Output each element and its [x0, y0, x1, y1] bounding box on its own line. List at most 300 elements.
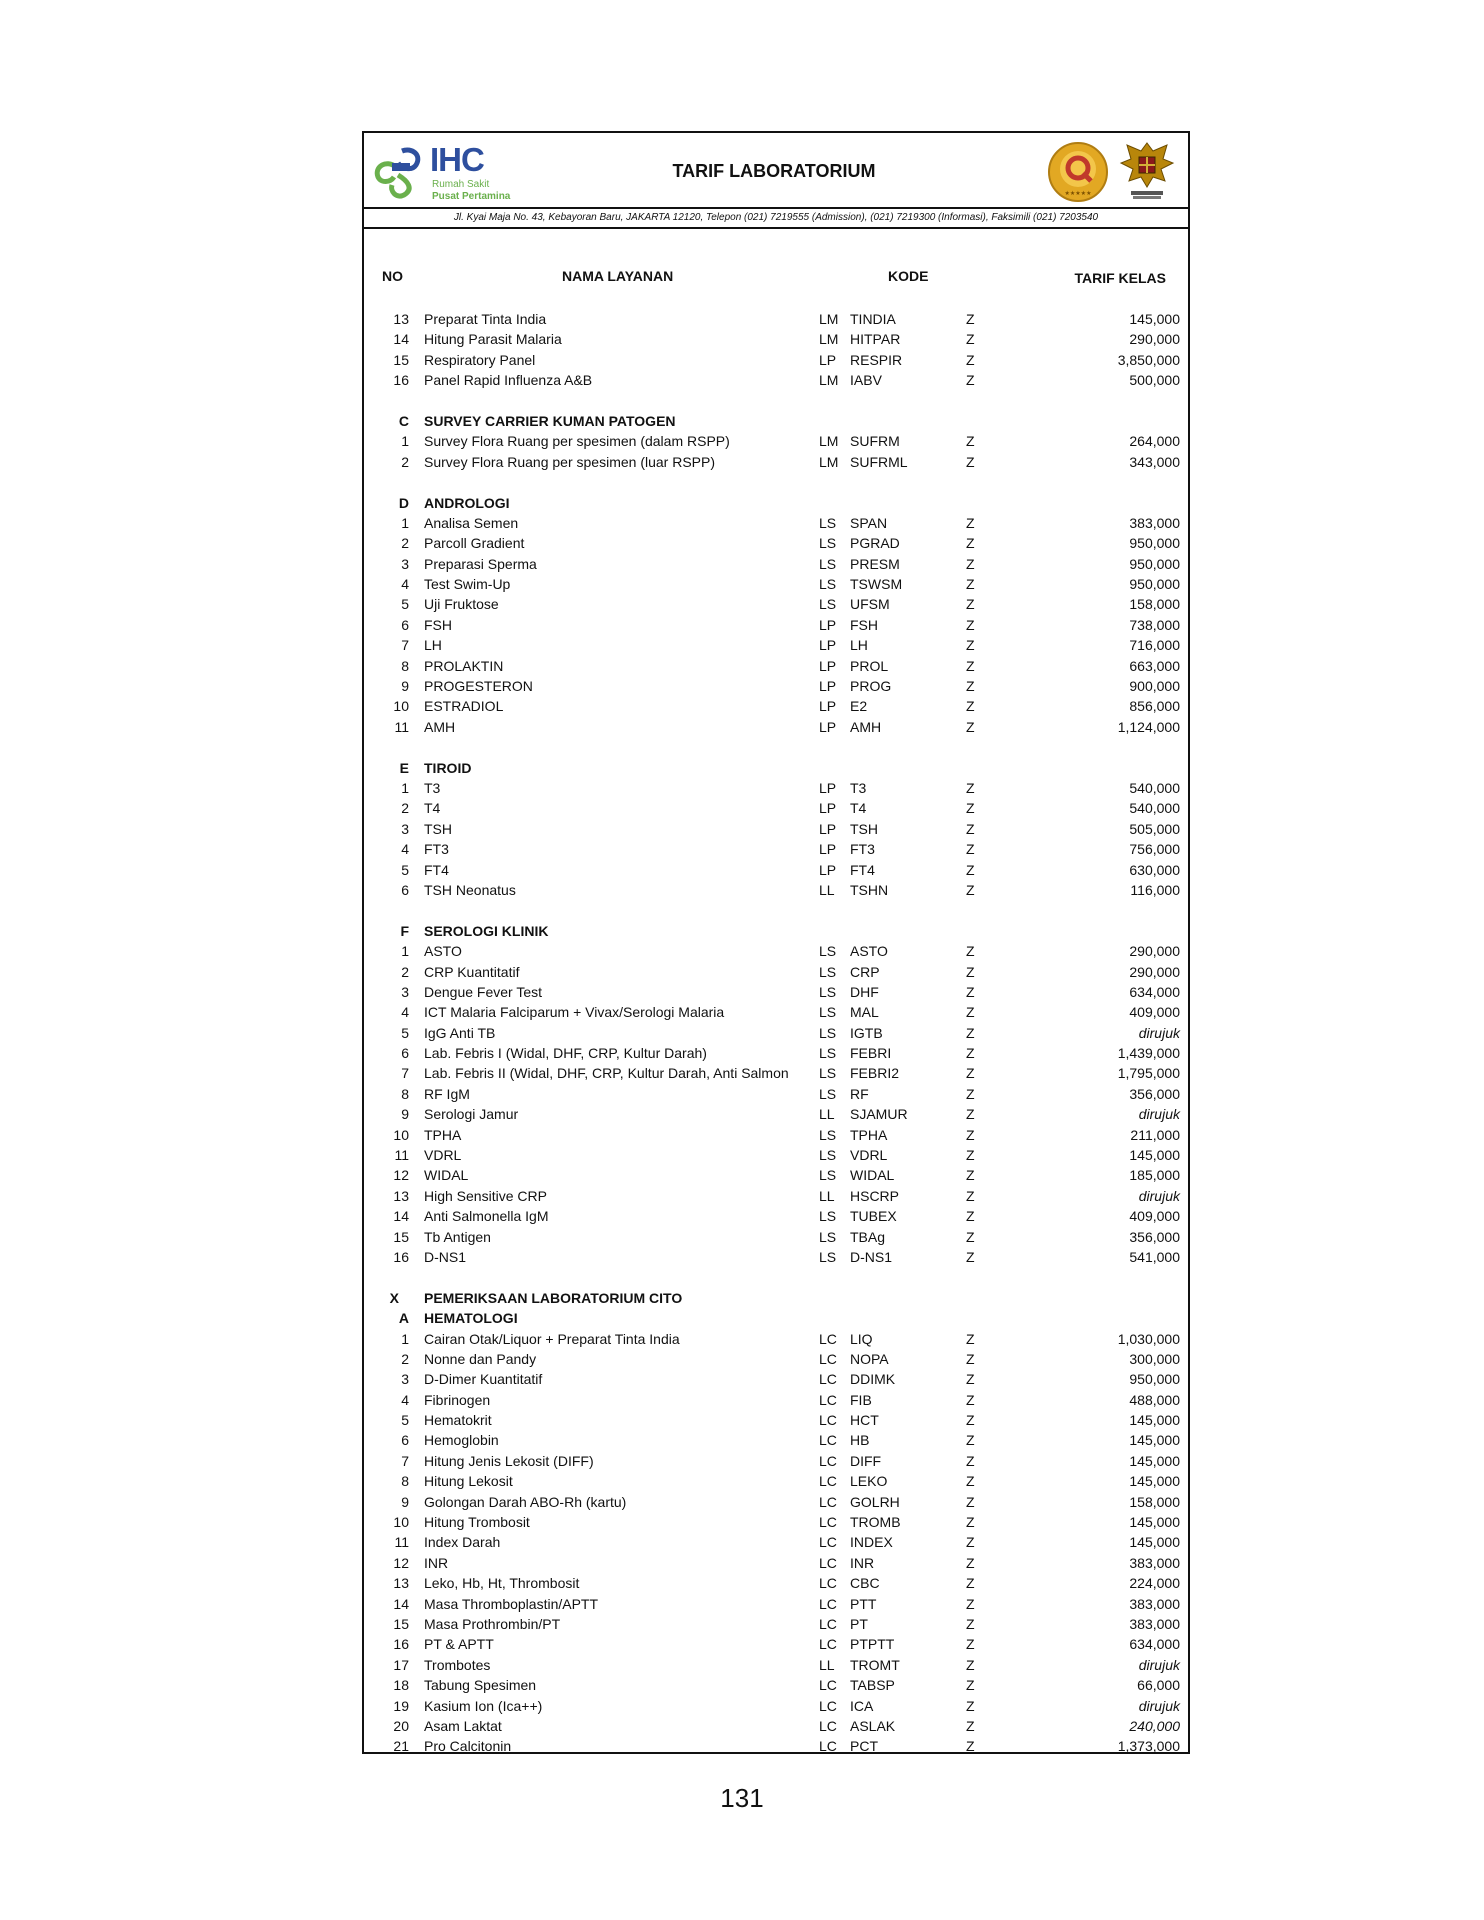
class-code: Z [966, 1371, 975, 1388]
tariff-value: 1,373,000 [1117, 1738, 1180, 1755]
tariff-value: 630,000 [1129, 861, 1180, 878]
table-row [364, 962, 1188, 982]
code-value: FSH [850, 616, 878, 633]
code-prefix: LS [819, 1228, 837, 1245]
spacer-row [364, 472, 1188, 492]
table-row [364, 819, 1188, 839]
tariff-value: 185,000 [1129, 1167, 1180, 1184]
spacer-row [364, 391, 1188, 411]
class-code: Z [966, 1065, 975, 1082]
table-row [364, 1634, 1188, 1654]
code-value: SUFRM [850, 433, 900, 450]
code-prefix: LS [819, 1065, 837, 1082]
class-code: Z [966, 1656, 975, 1673]
code-value: INDEX [850, 1534, 893, 1551]
row-number: 5 [401, 861, 409, 878]
class-code: Z [966, 881, 975, 898]
table-row [364, 717, 1188, 737]
code-prefix: LC [819, 1412, 837, 1429]
class-code: Z [966, 1697, 975, 1714]
class-code: Z [966, 331, 975, 348]
tariff-value: 738,000 [1129, 616, 1180, 633]
service-name: SEROLOGI KLINIK [424, 922, 549, 939]
service-name: Masa Prothrombin/PT [424, 1616, 561, 1632]
code-value: HSCRP [850, 1187, 900, 1204]
tariff-value: 3,850,000 [1117, 351, 1180, 368]
class-code: Z [966, 1575, 975, 1592]
section-heading-row [364, 1288, 1188, 1308]
service-name: CRP Kuantitatif [424, 963, 520, 980]
row-number: 15 [393, 351, 409, 368]
garuda-emblem-icon [1119, 137, 1175, 206]
table-row [364, 656, 1188, 676]
class-code: Z [966, 372, 975, 389]
code-value: DHF [850, 983, 879, 1000]
tariff-value: 224,000 [1129, 1575, 1180, 1592]
code-prefix: LS [819, 963, 837, 980]
code-value: DDIMK [850, 1371, 896, 1388]
code-prefix: LS [819, 535, 837, 552]
code-prefix: LP [819, 779, 837, 796]
row-number: 4 [401, 1391, 409, 1408]
section-heading-row [364, 921, 1188, 941]
tariff-value: 1,124,000 [1117, 718, 1180, 735]
code-prefix: LC [819, 1697, 837, 1714]
code-value: HITPAR [850, 331, 901, 348]
class-code: Z [966, 963, 975, 980]
row-number: 3 [401, 820, 409, 837]
class-code: Z [966, 1045, 975, 1062]
class-code: Z [966, 1473, 975, 1490]
table-row [364, 1063, 1188, 1083]
row-number: 2 [401, 963, 409, 980]
table-row [364, 1451, 1188, 1471]
code-prefix: LC [819, 1616, 837, 1632]
row-number: 10 [393, 698, 409, 715]
service-name: Hitung Lekosit [424, 1473, 513, 1490]
code-prefix: LS [819, 1126, 837, 1143]
code-prefix: LC [819, 1677, 837, 1694]
code-value: PROL [850, 657, 889, 674]
service-name: Leko, Hb, Ht, Thrombosit [424, 1575, 580, 1592]
row-number: 5 [401, 596, 409, 613]
code-prefix: LC [819, 1432, 837, 1449]
row-number: 3 [401, 1371, 409, 1388]
service-name: Preparasi Sperma [424, 555, 537, 572]
ihc-logo-icon [372, 145, 426, 201]
tariff-value: 756,000 [1129, 841, 1180, 858]
code-value: TPHA [850, 1126, 888, 1143]
row-number: 10 [393, 1126, 409, 1143]
service-name: High Sensitive CRP [424, 1187, 547, 1204]
service-name: TSH Neonatus [424, 881, 516, 898]
code-value: AMH [850, 718, 882, 735]
class-code: Z [966, 1024, 975, 1041]
tariff-value: 950,000 [1129, 1371, 1180, 1388]
row-number: 16 [393, 1636, 409, 1653]
table-row [364, 1512, 1188, 1532]
row-number: 4 [401, 576, 409, 593]
logo-subtitle-1: Rumah Sakit [432, 179, 490, 190]
table-row [364, 370, 1188, 390]
ihc-logo [372, 141, 532, 203]
service-name: TPHA [424, 1126, 462, 1143]
code-prefix: LP [819, 678, 837, 695]
row-number: 1 [401, 514, 409, 531]
code-prefix: LC [819, 1717, 837, 1734]
class-code: Z [966, 1677, 975, 1694]
tariff-value: dirujuk [1138, 1024, 1180, 1041]
row-number: 13 [393, 1187, 409, 1204]
code-prefix: LM [819, 433, 839, 450]
code-prefix: LS [819, 1024, 837, 1041]
service-name: ICT Malaria Falciparum + Vivax/Serologi Malaria [424, 1004, 725, 1021]
code-prefix: LC [819, 1493, 837, 1510]
code-value: NOPA [850, 1350, 889, 1367]
code-prefix: LC [819, 1738, 837, 1755]
service-name: T3 [424, 779, 441, 796]
code-value: FT3 [850, 841, 875, 858]
class-code: Z [966, 1616, 975, 1632]
row-number: 6 [401, 881, 409, 898]
service-name: Preparat Tinta India [424, 311, 547, 327]
row-number: 15 [393, 1616, 409, 1632]
row-number: 7 [401, 1065, 409, 1082]
tariff-value: 383,000 [1129, 514, 1180, 531]
code-prefix: LS [819, 1045, 837, 1062]
code-value: PCT [850, 1738, 878, 1755]
code-value: E2 [850, 698, 868, 715]
address-line: Jl. Kyai Maja No. 43, Kebayoran Baru, JAKARTA 12120, Telepon (021) 7219555 (Admission), (021) 7219300 (Informasi), Faksimili (021) 7203540 [364, 209, 1188, 229]
code-value: SUFRML [850, 453, 908, 470]
table-row [364, 1369, 1188, 1389]
code-prefix: LC [819, 1452, 837, 1469]
tariff-table [364, 309, 1188, 1757]
service-name: TIROID [424, 759, 472, 776]
tariff-value: 634,000 [1129, 983, 1180, 1000]
logo-subtitle-2: Pusat Pertamina [432, 191, 511, 202]
table-row [364, 1186, 1188, 1206]
code-value: ICA [850, 1697, 874, 1714]
service-name: D-Dimer Kuantitatif [424, 1371, 543, 1388]
service-name: T4 [424, 800, 441, 817]
code-value: D-NS1 [850, 1248, 893, 1265]
table-row [364, 1023, 1188, 1043]
quality-badge-icon [1047, 141, 1109, 208]
service-name: Asam Laktat [424, 1717, 502, 1734]
tariff-value: 383,000 [1129, 1554, 1180, 1571]
code-prefix: LL [819, 1656, 835, 1673]
service-name: INR [424, 1554, 449, 1571]
service-name: Lab. Febris II (Widal, DHF, CRP, Kultur Darah, Anti Salmon [424, 1065, 789, 1082]
code-value: DIFF [850, 1452, 882, 1469]
code-value: TUBEX [850, 1208, 897, 1225]
tariff-value: 541,000 [1129, 1248, 1180, 1265]
service-name: HEMATOLOGI [424, 1310, 518, 1327]
code-prefix: LC [819, 1514, 837, 1531]
tariff-value: 950,000 [1129, 555, 1180, 572]
table-row [364, 941, 1188, 961]
code-value: TROMT [850, 1656, 900, 1673]
table-row [364, 982, 1188, 1002]
row-number: 9 [401, 1493, 409, 1510]
code-prefix: LC [819, 1554, 837, 1571]
service-name: FT4 [424, 861, 449, 878]
tariff-value: 383,000 [1129, 1595, 1180, 1612]
tariff-value: dirujuk [1138, 1187, 1180, 1204]
service-name: Hemoglobin [424, 1432, 499, 1449]
code-value: PTT [850, 1595, 877, 1612]
code-value: PT [850, 1616, 868, 1632]
service-name: Tb Antigen [424, 1228, 491, 1245]
class-code: Z [966, 311, 975, 327]
service-name: Hitung Trombosit [424, 1514, 530, 1531]
row-number: 12 [393, 1554, 409, 1571]
code-prefix: LC [819, 1575, 837, 1592]
row-number: 17 [393, 1656, 409, 1673]
table-row [364, 1349, 1188, 1369]
table-row [364, 798, 1188, 818]
code-prefix: LS [819, 1147, 837, 1164]
code-value: TSHN [850, 881, 889, 898]
col-head-code: KODE [888, 268, 929, 284]
code-value: FT4 [850, 861, 875, 878]
code-value: FEBRI2 [850, 1065, 900, 1082]
code-prefix: LL [819, 1106, 835, 1123]
tariff-value: 158,000 [1129, 596, 1180, 613]
row-number: A [398, 1310, 409, 1327]
row-number: 2 [401, 453, 409, 470]
row-number: 6 [401, 616, 409, 633]
section-heading-row [364, 758, 1188, 778]
table-row [364, 1553, 1188, 1573]
class-code: Z [966, 779, 975, 796]
tariff-value: 343,000 [1129, 453, 1180, 470]
code-prefix: LS [819, 576, 837, 593]
spacer-row [364, 900, 1188, 920]
row-number: 1 [401, 943, 409, 960]
row-number: 5 [401, 1412, 409, 1429]
code-prefix: LP [819, 637, 837, 654]
code-value: TBAg [850, 1228, 886, 1245]
class-code: Z [966, 1717, 975, 1734]
code-value: ASLAK [850, 1717, 896, 1734]
code-value: IABV [850, 372, 882, 389]
service-name: D-NS1 [424, 1248, 467, 1265]
code-value: TABSP [850, 1677, 895, 1694]
table-row [364, 1573, 1188, 1593]
class-code: Z [966, 535, 975, 552]
spacer-row [364, 737, 1188, 757]
code-prefix: LS [819, 596, 837, 613]
service-name: Tabung Spesimen [424, 1677, 537, 1694]
class-code: Z [966, 514, 975, 531]
table-row [364, 1390, 1188, 1410]
row-number: 4 [401, 841, 409, 858]
tariff-value: 383,000 [1129, 1616, 1180, 1632]
code-value: FEBRI [850, 1045, 892, 1062]
service-name: Hematokrit [424, 1412, 492, 1429]
table-row [364, 1614, 1188, 1634]
code-prefix: LC [819, 1330, 837, 1347]
class-code: Z [966, 1534, 975, 1551]
tariff-value: 1,030,000 [1117, 1330, 1180, 1347]
class-code: Z [966, 1126, 975, 1143]
tariff-value: 290,000 [1129, 331, 1180, 348]
tariff-value: 356,000 [1129, 1228, 1180, 1245]
service-name: Survey Flora Ruang per spesimen (dalam RSPP) [424, 433, 730, 450]
code-prefix: LS [819, 1085, 837, 1102]
class-code: Z [966, 983, 975, 1000]
class-code: Z [966, 800, 975, 817]
service-name: Hitung Parasit Malaria [424, 331, 562, 348]
code-value: UFSM [850, 596, 890, 613]
service-name: Uji Fruktose [424, 596, 499, 613]
class-code: Z [966, 1595, 975, 1612]
row-number: 16 [393, 1248, 409, 1265]
code-prefix: LS [819, 983, 837, 1000]
logo-brand: IHC [430, 141, 484, 178]
code-prefix: LP [819, 718, 837, 735]
class-code: Z [966, 1187, 975, 1204]
table-row [364, 778, 1188, 798]
service-name: AMH [424, 718, 456, 735]
service-name: Nonne dan Pandy [424, 1350, 537, 1367]
tariff-value: 145,000 [1129, 311, 1180, 327]
table-row [364, 1329, 1188, 1349]
table-row [364, 635, 1188, 655]
tariff-value: 145,000 [1129, 1412, 1180, 1429]
class-code: Z [966, 1004, 975, 1021]
code-value: RF [850, 1085, 869, 1102]
code-value: FIB [850, 1391, 872, 1408]
service-name: Cairan Otak/Liquor + Preparat Tinta India [424, 1330, 680, 1347]
table-row [364, 880, 1188, 900]
row-number: D [398, 494, 409, 511]
code-value: T4 [850, 800, 867, 817]
tariff-value: 300,000 [1129, 1350, 1180, 1367]
code-prefix: LS [819, 555, 837, 572]
table-row [364, 1736, 1188, 1756]
tariff-value: 1,795,000 [1117, 1065, 1180, 1082]
service-name: PEMERIKSAAN LABORATORIUM CITO [424, 1289, 683, 1306]
row-number: F [400, 922, 409, 939]
code-prefix: LC [819, 1534, 837, 1551]
code-prefix: LC [819, 1473, 837, 1490]
row-number: 7 [401, 637, 409, 654]
code-value: WIDAL [850, 1167, 895, 1184]
table-row [364, 350, 1188, 370]
tariff-value: dirujuk [1138, 1697, 1180, 1714]
table-row [364, 1125, 1188, 1145]
tariff-value: 145,000 [1129, 1534, 1180, 1551]
tariff-value: 540,000 [1129, 800, 1180, 817]
table-row [364, 615, 1188, 635]
row-number: 12 [393, 1167, 409, 1184]
class-code: Z [966, 576, 975, 593]
table-row [364, 1532, 1188, 1552]
service-name: Kasium Ion (Ica++) [424, 1697, 543, 1714]
service-name: PT & APTT [424, 1636, 494, 1653]
code-prefix: LC [819, 1371, 837, 1388]
code-value: TSWSM [850, 576, 903, 593]
class-code: Z [966, 433, 975, 450]
row-number: 14 [393, 1595, 409, 1612]
row-number: 8 [401, 657, 409, 674]
tariff-value: 145,000 [1129, 1432, 1180, 1449]
service-name: Masa Thromboplastin/APTT [424, 1595, 599, 1612]
code-value: INR [850, 1554, 875, 1571]
code-value: TROMB [850, 1514, 901, 1531]
code-value: RESPIR [850, 351, 903, 368]
service-name: Index Darah [424, 1534, 501, 1551]
column-headers [364, 268, 1188, 288]
code-value: SJAMUR [850, 1106, 908, 1123]
table-row [364, 1104, 1188, 1124]
service-name: Trombotes [424, 1656, 491, 1673]
row-number: 4 [401, 1004, 409, 1021]
service-name: Test Swim-Up [424, 576, 511, 593]
tariff-value: 290,000 [1129, 943, 1180, 960]
spacer-row [364, 1267, 1188, 1287]
tariff-value: 950,000 [1129, 535, 1180, 552]
col-head-no: NO [382, 268, 403, 284]
service-name: Analisa Semen [424, 514, 519, 531]
table-row [364, 1594, 1188, 1614]
table-row [364, 1716, 1188, 1736]
table-row [364, 1492, 1188, 1512]
service-name: PROGESTERON [424, 678, 533, 695]
class-code: Z [966, 1514, 975, 1531]
code-prefix: LP [819, 861, 837, 878]
service-name: Parcoll Gradient [424, 535, 525, 552]
row-number: 2 [401, 800, 409, 817]
service-name: FSH [424, 616, 452, 633]
tariff-value: 409,000 [1129, 1208, 1180, 1225]
code-prefix: LM [819, 311, 839, 327]
code-value: MAL [850, 1004, 879, 1021]
code-value: TINDIA [850, 311, 896, 327]
class-code: Z [966, 1493, 975, 1510]
class-code: Z [966, 1412, 975, 1429]
service-name: IgG Anti TB [424, 1024, 496, 1041]
code-value: PROG [850, 678, 892, 695]
row-number: 5 [401, 1024, 409, 1041]
row-number: 1 [401, 433, 409, 450]
service-name: Respiratory Panel [424, 351, 536, 368]
tariff-value: 145,000 [1129, 1514, 1180, 1531]
tariff-value: dirujuk [1138, 1656, 1180, 1673]
row-number: 14 [393, 1208, 409, 1225]
code-value: PRESM [850, 555, 900, 572]
service-name: VDRL [424, 1147, 462, 1164]
row-number: C [398, 412, 409, 429]
section-heading-row [364, 411, 1188, 431]
table-row [364, 452, 1188, 472]
row-number: 11 [394, 1534, 409, 1551]
code-prefix: LC [819, 1350, 837, 1367]
class-code: Z [966, 453, 975, 470]
tariff-value: 540,000 [1129, 779, 1180, 796]
class-code: Z [966, 637, 975, 654]
code-prefix: LS [819, 1004, 837, 1021]
class-code: Z [966, 657, 975, 674]
code-value: GOLRH [850, 1493, 900, 1510]
code-value: TSH [850, 820, 878, 837]
tariff-value: 264,000 [1129, 433, 1180, 450]
row-number: 1 [401, 1330, 409, 1347]
tariff-value: 211,000 [1130, 1126, 1180, 1143]
